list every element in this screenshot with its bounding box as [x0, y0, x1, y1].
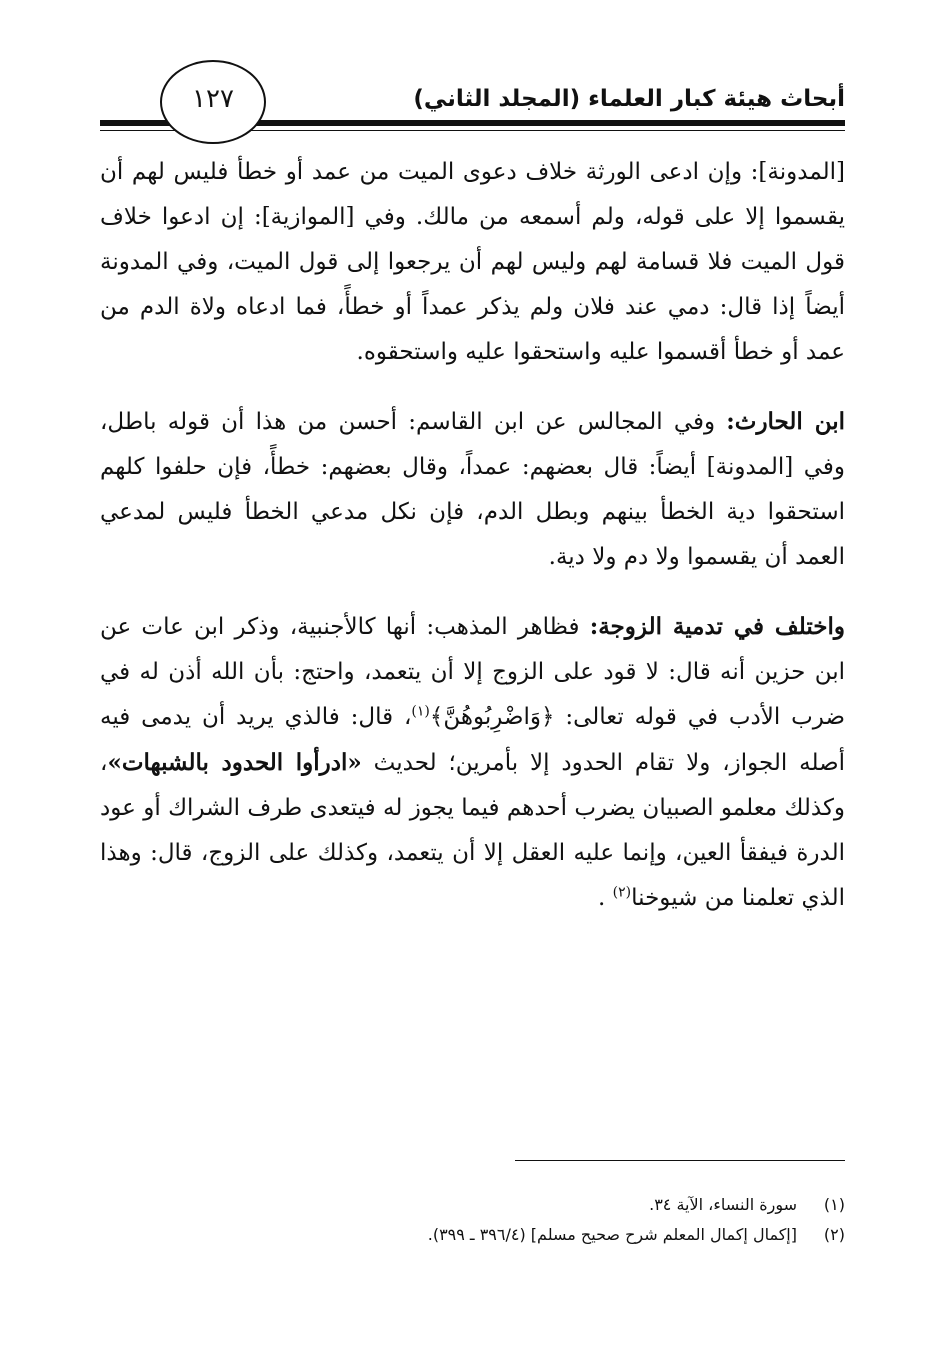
footnote-number: (٢)	[823, 1225, 845, 1244]
paragraph-3-end: .	[598, 885, 613, 911]
footnote-text: [إكمال إكمال المعلم شرح صحيح مسلم] (٣٩٦/٤ ـ ٣٩٩).	[427, 1225, 797, 1244]
footnote-ref-1: (١)	[411, 703, 430, 720]
paragraph-2	[100, 399, 845, 580]
paragraph-3	[100, 604, 845, 921]
paragraph-1	[100, 150, 845, 375]
paragraph-3-lead: واختلف في تدمية الزوجة:	[589, 613, 845, 640]
footnote-1	[100, 1190, 845, 1220]
footnote-ref-2: (٢)	[612, 884, 632, 901]
footnote-text: سورة النساء، الآية ٣٤.	[649, 1195, 797, 1214]
footnote-2	[100, 1220, 845, 1250]
footnote-number: (١)	[823, 1195, 845, 1214]
hadith-quote: «ادرأوا الحدود بالشبهات»	[107, 749, 362, 776]
paragraph-2-lead: ابن الحارث:	[726, 408, 845, 435]
running-title: أبحاث هيئة كبار العلماء (المجلد الثاني)	[413, 86, 845, 112]
page-number: ١٢٧	[192, 84, 234, 114]
paragraph-2-text: وفي المجالس عن ابن القاسم: أحسن من هذا أن قوله باطل، وفي [المدونة] أيضاً: قال بعضهم: عمداً، وقال بعضهم: خطأً، فإن حلفوا كلهم استحقوا دية الخطأ بينهم وبطل الدم، فإن نكل مدعي الخطأ فليس لمدعي العمد أن يقسموا ولا دم ولا دية.	[100, 409, 845, 570]
paragraph-1-text: [المدونة]: وإن ادعى الورثة خلاف دعوى الميت من عمد أو خطأ فليس لهم أن يقسموا إلا على قوله، ولم أسمعه من مالك. وفي [الموازية]: إن ادعوا خلاف قول الميت فلا قسامة لهم وليس لهم أن يرجعوا إلى قول الميت، وفي المدونة أيضاً إذا قال: دمي عند فلان ولم يذكر عمداً أو خطأً، فما ادعاه ولاة الدم من عمد أو خطأ أقسموا عليه واستحقوا عليه واستحقوه.	[100, 159, 845, 365]
paragraph-3-text-c: ، وكذلك معلمو الصبيان يضرب أحدهم فيما يجوز له فيتعدى طرف الشراك أو عود الدرة فيفقأ العين، وإنما عليه العقل إلا أن يتعمد، وكذلك على الزوج، قال: وهذا الذي تعلمنا من شيوخنا	[100, 750, 845, 911]
footnotes	[100, 1190, 845, 1250]
body-text	[100, 150, 845, 945]
paragraph-3-text-b: ، قال: فالذي يريد أن يدمى فيه أصله الجواز، ولا تقام الحدود إلا بأمرين؛ لحديث	[100, 704, 845, 776]
page-number-oval	[160, 60, 266, 144]
paragraph-3-text-a: فظاهر المذهب: أنها كالأجنبية، وذكر ابن عات عن ابن حزين أنه قال: لا قود على الزوج إلا أن يتعمد، واحتج: بأن الله أذن له في ضرب الأدب في قوله تعالى: ﴿وَاضْرِبُوهُنَّ﴾	[100, 614, 846, 730]
footnote-separator	[515, 1160, 845, 1161]
